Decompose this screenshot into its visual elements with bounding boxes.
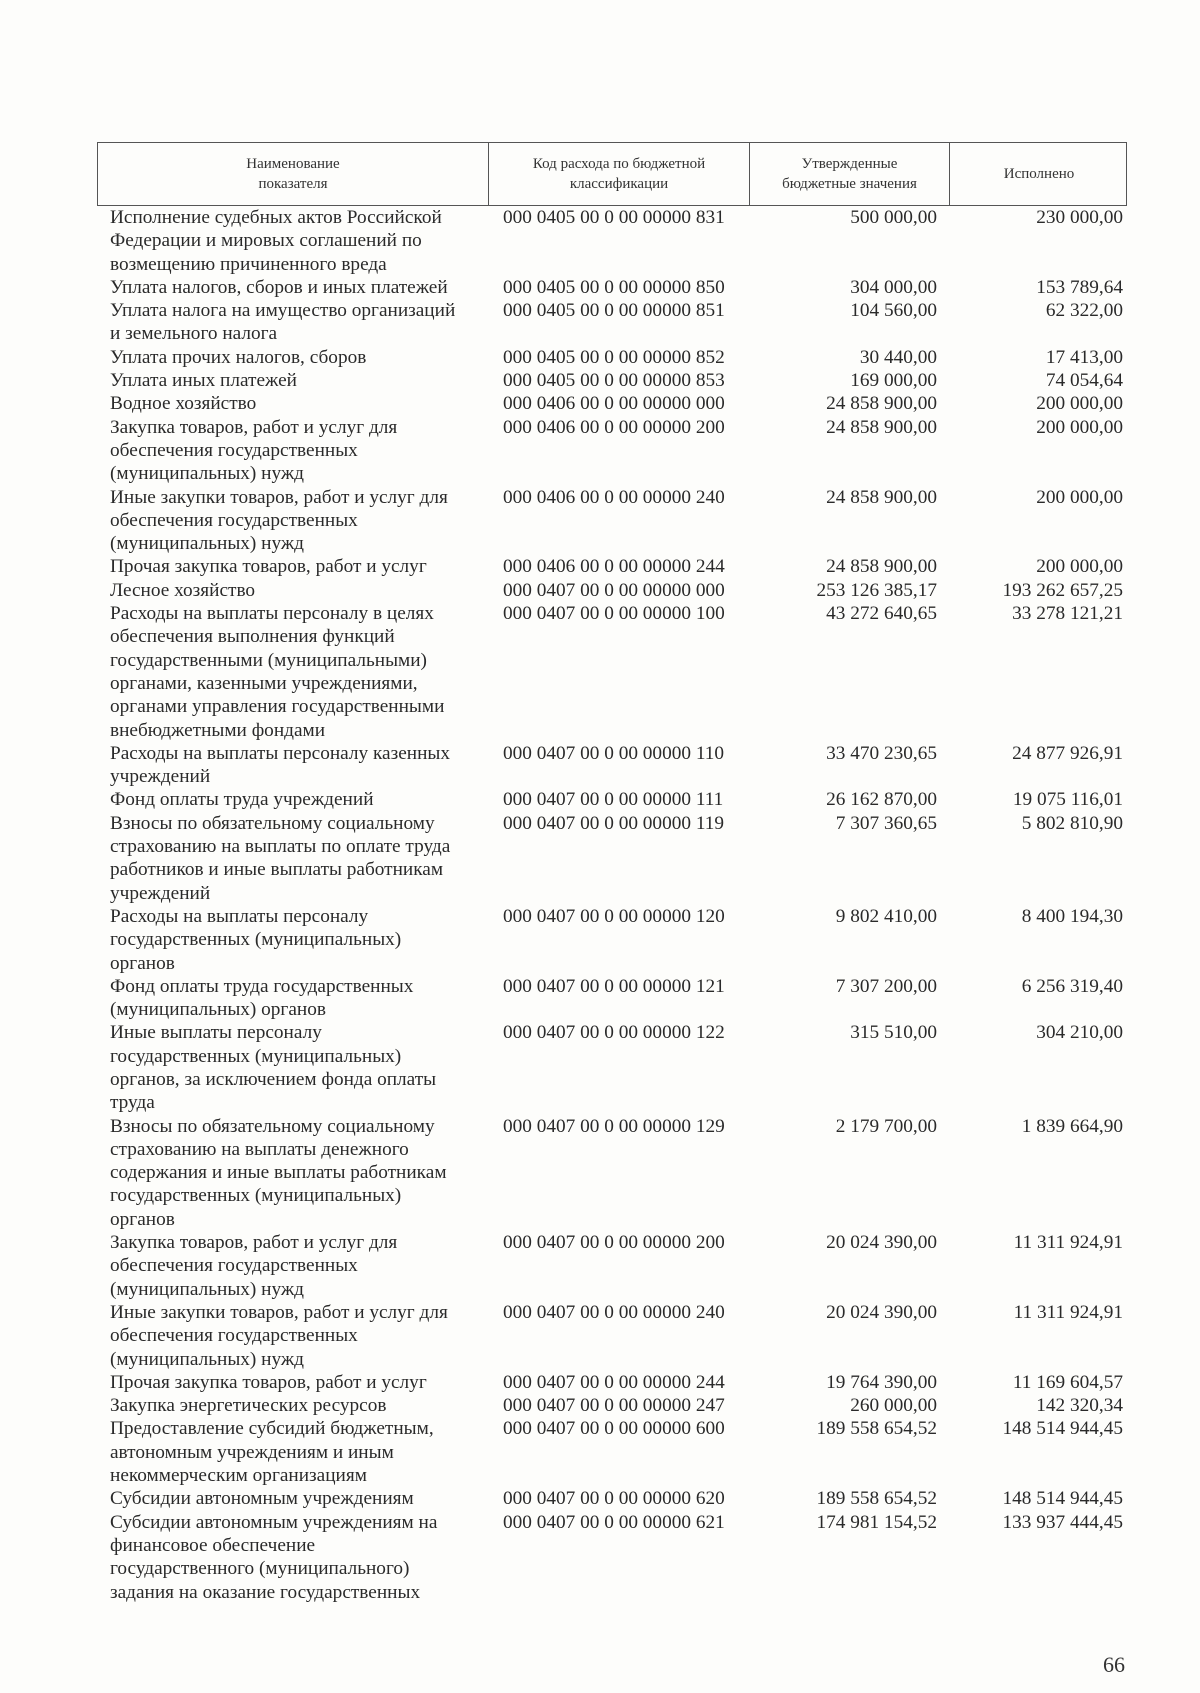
row-done: 11 311 924,91 xyxy=(1013,1232,1123,1254)
table-row xyxy=(97,1394,1127,1417)
row-name: Иные закупки товаров, работ и услуг для обеспечения государственных (муниципальных) нужд xyxy=(110,486,448,555)
row-done: 1 839 664,90 xyxy=(1021,1115,1123,1137)
row-done: 17 413,00 xyxy=(1045,346,1123,368)
row-done: 142 320,34 xyxy=(1036,1395,1123,1417)
row-code: 000 0407 00 0 00 00000 240 xyxy=(503,1301,725,1323)
row-plan: 9 802 410,00 xyxy=(835,905,937,927)
table-row xyxy=(97,812,1127,905)
row-done: 11 311 924,91 xyxy=(1013,1301,1123,1323)
row-code: 000 0405 00 0 00 00000 852 xyxy=(503,346,725,368)
table-row xyxy=(97,905,1127,975)
row-name: Закупка энергетических ресурсов xyxy=(110,1395,387,1417)
table-row xyxy=(97,486,1127,556)
row-code: 000 0407 00 0 00 00000 111 xyxy=(503,789,724,811)
table-body xyxy=(97,206,1127,1604)
row-plan: 104 560,00 xyxy=(850,300,937,322)
row-plan: 2 179 700,00 xyxy=(835,1115,937,1137)
row-plan: 24 858 900,00 xyxy=(826,486,937,508)
row-name: Иные выплаты персоналу государственных (муниципальных) органов, за исключением фонда оплаты труда xyxy=(110,1022,437,1114)
row-name: Фонд оплаты труда государственных (муниципальных) органов xyxy=(110,975,414,1021)
row-plan: 315 510,00 xyxy=(850,1022,937,1044)
row-plan: 253 126 385,17 xyxy=(816,579,937,601)
row-plan: 20 024 390,00 xyxy=(826,1301,937,1323)
row-name: Прочая закупка товаров, работ и услуг xyxy=(110,556,427,578)
row-plan: 26 162 870,00 xyxy=(826,789,937,811)
row-done: 200 000,00 xyxy=(1036,416,1123,438)
row-code: 000 0406 00 0 00 00000 200 xyxy=(503,416,725,438)
row-name: Расходы на выплаты персоналу казенных учреждений xyxy=(110,742,451,788)
table-row xyxy=(97,276,1127,299)
row-code: 000 0407 00 0 00 00000 200 xyxy=(503,1232,725,1254)
row-done: 33 278 121,21 xyxy=(1012,603,1123,625)
row-done: 304 210,00 xyxy=(1036,1022,1123,1044)
table-row xyxy=(97,788,1127,811)
row-name: Уплата налога на имущество организаций и земельного налога xyxy=(110,300,456,345)
row-plan: 189 558 654,52 xyxy=(816,1488,937,1510)
row-plan: 33 470 230,65 xyxy=(826,742,937,764)
table-row xyxy=(97,602,1127,742)
table-row xyxy=(97,416,1127,486)
header-done: Исполнено xyxy=(1003,166,1075,182)
row-plan: 260 000,00 xyxy=(850,1395,937,1417)
row-code: 000 0407 00 0 00 00000 120 xyxy=(503,905,725,927)
table-row xyxy=(97,1417,1127,1487)
row-done: 8 400 194,30 xyxy=(1021,905,1123,927)
table-row xyxy=(97,392,1127,415)
row-name: Уплата налогов, сборов и иных платежей xyxy=(110,276,448,298)
row-code: 000 0407 00 0 00 00000 129 xyxy=(503,1115,725,1137)
row-name: Расходы на выплаты персоналу государственных (муниципальных) органов xyxy=(110,905,402,974)
row-done: 230 000,00 xyxy=(1036,207,1123,228)
row-done: 148 514 944,45 xyxy=(1002,1418,1123,1440)
row-plan: 19 764 390,00 xyxy=(826,1371,937,1393)
row-name: Субсидии автономным учреждениям xyxy=(110,1488,414,1510)
row-done: 6 256 319,40 xyxy=(1021,975,1123,997)
row-plan: 169 000,00 xyxy=(850,370,937,392)
row-done: 193 262 657,25 xyxy=(1002,579,1123,601)
row-code: 000 0407 00 0 00 00000 100 xyxy=(503,603,725,625)
row-plan: 30 440,00 xyxy=(859,346,937,368)
row-done: 24 877 926,91 xyxy=(1012,742,1123,764)
row-code: 000 0405 00 0 00 00000 850 xyxy=(503,276,725,298)
row-code: 000 0406 00 0 00 00000 000 xyxy=(503,393,725,415)
row-plan: 24 858 900,00 xyxy=(826,393,937,415)
table-row xyxy=(97,1371,1127,1394)
header-name: Наименование показателя xyxy=(98,143,489,205)
row-done: 11 169 604,57 xyxy=(1012,1371,1123,1393)
document-page xyxy=(97,142,1127,1604)
table-row xyxy=(97,975,1127,1022)
row-name: Водное хозяйство xyxy=(110,393,257,415)
row-plan: 43 272 640,65 xyxy=(826,603,937,625)
row-name: Исполнение судебных актов Российской Федерации и мировых соглашений по возмещению причиненного вреда xyxy=(110,207,442,275)
row-code: 000 0407 00 0 00 00000 000 xyxy=(503,579,725,601)
row-name: Субсидии автономным учреждениям на финансовое обеспечение государственного (муниципального) задания на оказание государственных xyxy=(110,1511,438,1603)
row-name: Уплата иных платежей xyxy=(110,370,297,392)
row-name: Уплата прочих налогов, сборов xyxy=(110,346,367,368)
table-row xyxy=(97,1301,1127,1371)
table-row xyxy=(97,1487,1127,1510)
row-name: Закупка товаров, работ и услуг для обеспечения государственных (муниципальных) нужд xyxy=(110,1232,398,1300)
row-done: 5 802 810,90 xyxy=(1021,812,1123,834)
row-code: 000 0407 00 0 00 00000 620 xyxy=(503,1488,725,1510)
row-done: 74 054,64 xyxy=(1045,370,1123,392)
row-code: 000 0407 00 0 00 00000 621 xyxy=(503,1511,725,1533)
table-row xyxy=(97,369,1127,392)
table-row xyxy=(97,206,1127,276)
table-row xyxy=(97,555,1127,578)
row-plan: 7 307 360,65 xyxy=(835,812,937,834)
row-plan: 7 307 200,00 xyxy=(835,975,937,997)
row-plan: 500 000,00 xyxy=(850,207,937,228)
row-done: 200 000,00 xyxy=(1036,486,1123,508)
table-header xyxy=(97,142,1127,206)
row-done: 148 514 944,45 xyxy=(1002,1488,1123,1510)
row-plan: 20 024 390,00 xyxy=(826,1232,937,1254)
row-code: 000 0406 00 0 00 00000 240 xyxy=(503,486,725,508)
row-code: 000 0405 00 0 00 00000 831 xyxy=(503,207,725,228)
row-done: 19 075 116,01 xyxy=(1012,789,1123,811)
table-row xyxy=(97,1231,1127,1301)
row-name: Взносы по обязательному социальному страхованию на выплаты денежного содержания и иные выплаты работникам государственных (муниципальных) органов xyxy=(110,1115,447,1230)
row-done: 200 000,00 xyxy=(1036,556,1123,578)
row-code: 000 0407 00 0 00 00000 119 xyxy=(503,812,725,834)
row-code: 000 0405 00 0 00 00000 853 xyxy=(503,370,725,392)
row-code: 000 0405 00 0 00 00000 851 xyxy=(503,300,725,322)
row-name: Иные закупки товаров, работ и услуг для обеспечения государственных (муниципальных) нужд xyxy=(110,1301,448,1370)
row-done: 200 000,00 xyxy=(1036,393,1123,415)
table-row xyxy=(97,1511,1127,1604)
row-name: Расходы на выплаты персоналу в целях обеспечения выполнения функций государственными (муниципальными) органами, казенными учреждениями, органами управления государственными внебюджетными фондами xyxy=(110,603,445,741)
table-row xyxy=(97,299,1127,346)
row-plan: 24 858 900,00 xyxy=(826,416,937,438)
table-row xyxy=(97,1115,1127,1231)
row-name: Лесное хозяйство xyxy=(110,579,256,601)
row-plan: 189 558 654,52 xyxy=(816,1418,937,1440)
row-done: 62 322,00 xyxy=(1045,300,1123,322)
row-code: 000 0407 00 0 00 00000 122 xyxy=(503,1022,725,1044)
header-plan: Утвержденные бюджетные значения xyxy=(750,143,950,205)
row-code: 000 0407 00 0 00 00000 244 xyxy=(503,1371,725,1393)
table-row xyxy=(97,1021,1127,1114)
row-done: 133 937 444,45 xyxy=(1002,1511,1123,1533)
row-name: Фонд оплаты труда учреждений xyxy=(110,789,374,811)
row-plan: 24 858 900,00 xyxy=(826,556,937,578)
row-plan: 174 981 154,52 xyxy=(816,1511,937,1533)
table-row xyxy=(97,579,1127,602)
row-name: Прочая закупка товаров, работ и услуг xyxy=(110,1371,427,1393)
row-code: 000 0407 00 0 00 00000 247 xyxy=(503,1395,725,1417)
row-name: Предоставление субсидий бюджетным, автономным учреждениям и иным некоммерческим организациям xyxy=(110,1418,434,1487)
row-name: Взносы по обязательному социальному страхованию на выплаты по оплате труда работников и иные выплаты работникам учреждений xyxy=(110,812,451,904)
row-name: Закупка товаров, работ и услуг для обеспечения государственных (муниципальных) нужд xyxy=(110,416,398,485)
row-done: 153 789,64 xyxy=(1036,276,1123,298)
table-row xyxy=(97,742,1127,789)
row-plan: 304 000,00 xyxy=(850,276,937,298)
row-code: 000 0407 00 0 00 00000 121 xyxy=(503,975,725,997)
table-row xyxy=(97,346,1127,369)
row-code: 000 0406 00 0 00 00000 244 xyxy=(503,556,725,578)
row-code: 000 0407 00 0 00 00000 110 xyxy=(503,742,725,764)
page-number: 66 xyxy=(1103,1652,1125,1677)
row-code: 000 0407 00 0 00 00000 600 xyxy=(503,1418,725,1440)
header-code: Код расхода по бюджетной классификации xyxy=(489,143,750,205)
